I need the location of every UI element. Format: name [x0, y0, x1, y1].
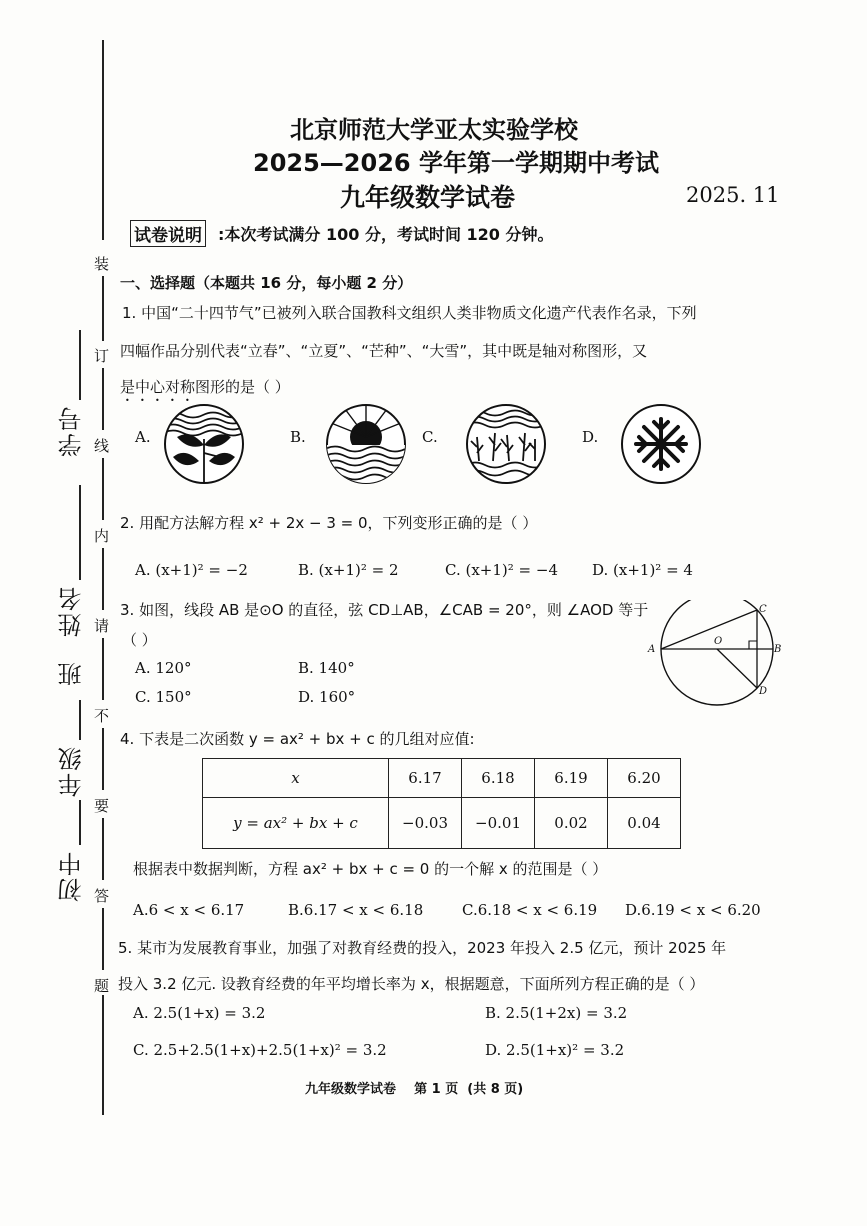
q2-option-a[interactable]: A. (x+1)² = −2 — [135, 561, 248, 579]
term-title: 2025—2026 学年第一学期期中考试 — [253, 149, 659, 177]
cut-char: 答 — [94, 887, 110, 905]
q2-option-b[interactable]: B. (x+1)² = 2 — [298, 561, 399, 579]
q4-option-b[interactable]: B.6.17 < x < 6.18 — [288, 901, 424, 919]
q1-option-c[interactable]: C. — [422, 428, 438, 446]
q4-option-a[interactable]: A.6 < x < 6.17 — [133, 901, 245, 919]
table-cell: −0.01 — [462, 798, 535, 849]
table-cell: 6.17 — [389, 759, 462, 798]
q4-stem: 4. 下表是二次函数 y = ax² + bx + c 的几组对应值: — [120, 730, 475, 748]
binding-line-seg — [102, 276, 104, 341]
q5-option-a[interactable]: A. 2.5(1+x) = 3.2 — [133, 1004, 266, 1022]
table-cell: y = ax² + bx + c — [203, 798, 389, 849]
notes-text: :本次考试满分 100 分，考试时间 120 分钟。 — [218, 225, 554, 244]
table-row — [203, 798, 681, 849]
q5-option-b[interactable]: B. 2.5(1+2x) = 3.2 — [485, 1004, 628, 1022]
q4-option-d[interactable]: D.6.19 < x < 6.20 — [625, 901, 761, 919]
name-label: 姓名 — [58, 585, 86, 637]
section-title: 一、选择题（本题共 16 分，每小题 2 分） — [120, 274, 413, 292]
q1-line3-rest: 图形的是（ ） — [195, 378, 290, 396]
q3-paren: （ ） — [122, 631, 157, 649]
grain-image — [465, 403, 547, 485]
spring-image — [163, 403, 245, 485]
table-cell: 6.20 — [608, 759, 681, 798]
figure-label-o: O — [714, 636, 723, 647]
table-cell: x — [203, 759, 389, 798]
student-number-field[interactable] — [79, 330, 81, 400]
cut-char: 订 — [94, 347, 110, 365]
school-name: 北京师范大学亚太实验学校 — [290, 116, 578, 144]
binding-line-seg — [102, 548, 104, 610]
circle-figure — [645, 600, 785, 710]
class-field[interactable] — [79, 700, 81, 740]
q5-line1: 5. 某市为发展教育事业，加强了对教育经费的投入，2023 年投入 2.5 亿元，预计 2025 年 — [118, 939, 727, 957]
table-cell: 6.18 — [462, 759, 535, 798]
q4-follow: 根据表中数据判断，方程 ax² + bx + c = 0 的一个解 x 的范围是（ ） — [133, 860, 608, 878]
q3-option-b[interactable]: B. 140° — [298, 659, 355, 677]
exam-date: 2025. 11 — [686, 183, 780, 207]
name-field[interactable] — [79, 485, 81, 580]
cut-char: 装 — [94, 255, 110, 273]
figure-label-c: C — [759, 604, 767, 615]
binding-line-seg — [102, 368, 104, 430]
binding-line-bottom — [102, 995, 104, 1115]
cut-char: 请 — [94, 617, 110, 635]
grade-label: 年级 — [58, 745, 86, 797]
q1-line2: 四幅作品分别代表“立春”、“立夏”、“芒种”、“大雪”，其中既是轴对称图形，又 — [120, 342, 648, 360]
snow-image — [620, 403, 702, 485]
q1-option-b[interactable]: B. — [290, 428, 306, 446]
q1-line3 — [120, 376, 290, 405]
q1-emphasis: 是中心对称 — [120, 378, 196, 396]
q3-option-d[interactable]: D. 160° — [298, 688, 356, 706]
table-row — [203, 759, 681, 798]
table-cell: −0.03 — [389, 798, 462, 849]
notes-label: 试卷说明 — [130, 220, 206, 247]
cut-char: 不 — [94, 707, 110, 725]
value-table — [202, 758, 681, 849]
q2-stem: 2. 用配方法解方程 x² + 2x − 3 = 0，下列变形正确的是（ ） — [120, 514, 538, 532]
table-cell: 6.19 — [535, 759, 608, 798]
page-footer: 九年级数学试卷 第 1 页 (共 8 页) — [305, 1082, 524, 1097]
q2-option-c[interactable]: C. (x+1)² = −4 — [445, 561, 558, 579]
binding-line-seg — [102, 458, 104, 520]
cut-char: 内 — [94, 527, 110, 545]
student-number-label: 学号 — [58, 405, 86, 457]
q1-option-a[interactable]: A. — [135, 428, 151, 446]
binding-line-seg — [102, 638, 104, 700]
q5-line2: 投入 3.2 亿元. 设教育经费的年平均增长率为 x，根据题意，下面所列方程正确的是（ ） — [118, 975, 705, 993]
class-label: 班 — [58, 660, 86, 686]
binding-line-seg — [102, 908, 104, 970]
cut-char: 线 — [94, 437, 110, 455]
binding-line-seg — [102, 728, 104, 790]
binding-line-top — [102, 40, 104, 240]
q5-option-c[interactable]: C. 2.5+2.5(1+x)+2.5(1+x)² = 3.2 — [133, 1041, 387, 1059]
q1-line1: 1. 中国“二十四节气”已被列入联合国教科文组织人类非物质文化遗产代表作名录，下列 — [122, 304, 697, 322]
q3-option-c[interactable]: C. 150° — [135, 688, 192, 706]
summer-image — [325, 403, 407, 485]
q2-option-d[interactable]: D. (x+1)² = 4 — [592, 561, 693, 579]
figure-label-b: B — [774, 644, 782, 655]
table-cell: 0.04 — [608, 798, 681, 849]
q5-option-d[interactable]: D. 2.5(1+x)² = 3.2 — [485, 1041, 625, 1059]
q1-option-d[interactable]: D. — [582, 428, 599, 446]
cut-char: 要 — [94, 797, 110, 815]
paper-title: 九年级数学试卷 — [340, 183, 516, 212]
cut-char: 题 — [94, 977, 110, 995]
q4-option-c[interactable]: C.6.18 < x < 6.19 — [462, 901, 598, 919]
binding-line-seg — [102, 818, 104, 880]
q3-stem: 3. 如图，线段 AB 是⊙O 的直径，弦 CD⊥AB，∠CAB = 20°，则 ∠AOD 等于 — [120, 601, 649, 619]
junior-label: 初中 — [58, 850, 86, 902]
table-cell: 0.02 — [535, 798, 608, 849]
figure-label-d: D — [759, 686, 768, 697]
q3-option-a[interactable]: A. 120° — [135, 659, 192, 677]
figure-label-a: A — [648, 644, 656, 655]
grade-field[interactable] — [79, 800, 81, 845]
